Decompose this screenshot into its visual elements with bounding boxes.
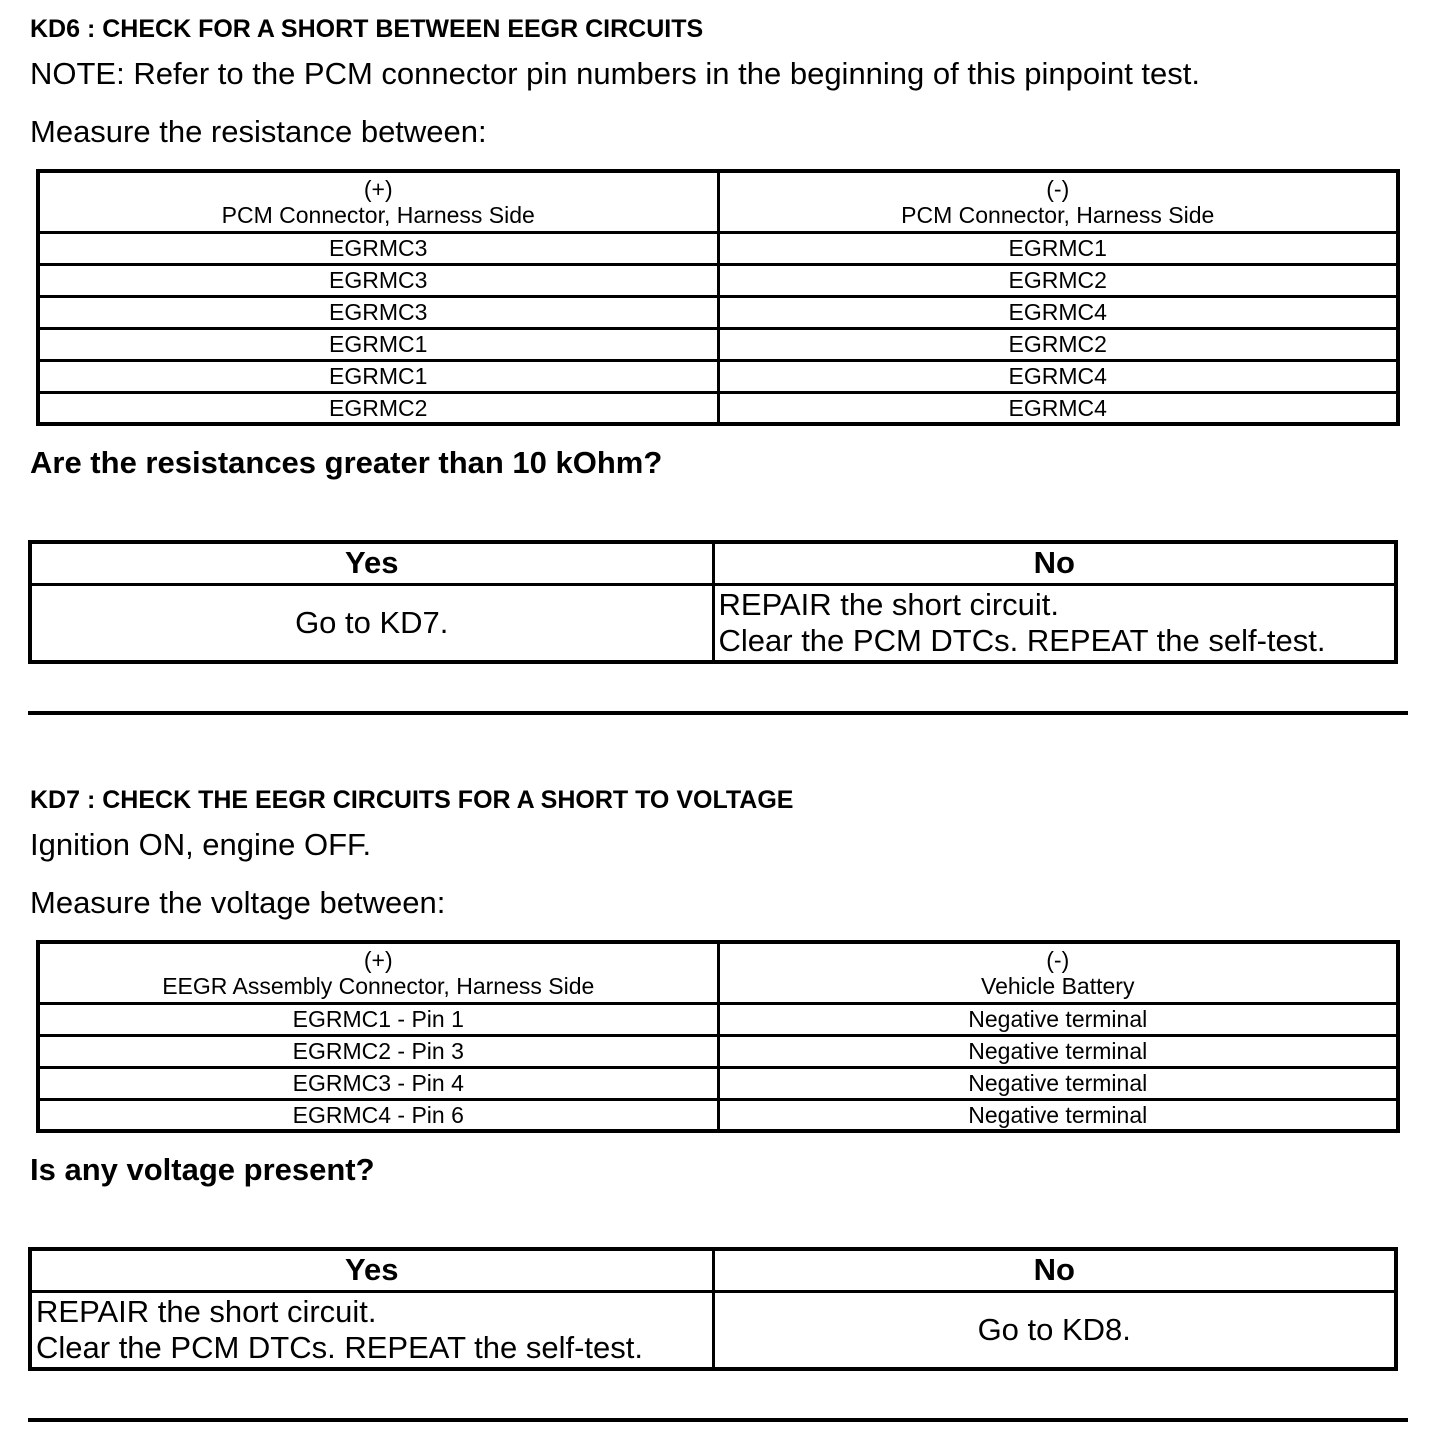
table-header-row bbox=[38, 171, 1398, 232]
yes-header: Yes bbox=[30, 1249, 713, 1291]
table-header-cell bbox=[38, 171, 718, 232]
section-divider bbox=[28, 711, 1408, 715]
table-row bbox=[38, 392, 1398, 424]
kd6-heading: KD6 : CHECK FOR A SHORT BETWEEN EEGR CIRCUITS bbox=[30, 15, 704, 43]
no-header: No bbox=[713, 542, 1396, 584]
col2-label: PCM Connector, Harness Side bbox=[901, 201, 1215, 228]
no-header: No bbox=[713, 1249, 1396, 1291]
no-text-line: Clear the PCM DTCs. REPEAT the self-test. bbox=[718, 622, 1326, 658]
kd7-instruction: Measure the voltage between: bbox=[30, 885, 446, 920]
col1-sign: (+) bbox=[363, 175, 393, 202]
table-cell: EGRMC4 bbox=[718, 360, 1398, 392]
kd6-question: Are the resistances greater than 10 kOhm? bbox=[30, 445, 663, 480]
table-cell: EGRMC3 - Pin 4 bbox=[38, 1067, 718, 1099]
kd7-heading: KD7 : CHECK THE EEGR CIRCUITS FOR A SHORT TO VOLTAGE bbox=[30, 786, 794, 814]
result-row bbox=[30, 1291, 1396, 1369]
table-row bbox=[38, 1067, 1398, 1099]
table-row bbox=[38, 360, 1398, 392]
table-cell: Negative terminal bbox=[718, 1035, 1398, 1067]
kd6-instruction: Measure the resistance between: bbox=[30, 114, 487, 149]
yes-cell bbox=[30, 1291, 713, 1369]
col1-sign: (+) bbox=[363, 946, 393, 973]
kd7-result-table bbox=[28, 1247, 1398, 1371]
table-row bbox=[38, 1003, 1398, 1035]
table-cell: EGRMC2 bbox=[718, 328, 1398, 360]
yes-text-line: Clear the PCM DTCs. REPEAT the self-test. bbox=[36, 1329, 643, 1365]
table-cell: EGRMC2 bbox=[38, 392, 718, 424]
section-divider bbox=[28, 1418, 1408, 1422]
result-header-row bbox=[30, 542, 1396, 584]
result-header-row bbox=[30, 1249, 1396, 1291]
yes-text-line: REPAIR the short circuit. bbox=[36, 1293, 377, 1329]
table-header-cell bbox=[718, 942, 1398, 1003]
table-cell: EGRMC2 bbox=[718, 264, 1398, 296]
col1-label: EEGR Assembly Connector, Harness Side bbox=[162, 972, 595, 999]
table-cell: EGRMC4 bbox=[718, 296, 1398, 328]
kd6-note: NOTE: Refer to the PCM connector pin numbers in the beginning of this pinpoint test. bbox=[30, 56, 1201, 91]
kd6-result-table bbox=[28, 540, 1398, 664]
table-header-row bbox=[38, 942, 1398, 1003]
col1-label: PCM Connector, Harness Side bbox=[221, 201, 535, 228]
table-cell: Negative terminal bbox=[718, 1003, 1398, 1035]
table-row bbox=[38, 232, 1398, 264]
result-row bbox=[30, 584, 1396, 662]
no-cell bbox=[713, 1291, 1396, 1369]
table-row bbox=[38, 328, 1398, 360]
table-cell: EGRMC2 - Pin 3 bbox=[38, 1035, 718, 1067]
yes-text-line: Go to KD7. bbox=[295, 604, 449, 640]
table-row bbox=[38, 264, 1398, 296]
yes-cell bbox=[30, 584, 713, 662]
table-cell: Negative terminal bbox=[718, 1099, 1398, 1131]
table-cell: EGRMC3 bbox=[38, 264, 718, 296]
table-cell: EGRMC4 bbox=[718, 392, 1398, 424]
kd7-step: Ignition ON, engine OFF. bbox=[30, 827, 372, 862]
table-header-cell bbox=[38, 942, 718, 1003]
col2-sign: (-) bbox=[1046, 175, 1070, 202]
table-row bbox=[38, 1035, 1398, 1067]
kd7-question: Is any voltage present? bbox=[30, 1152, 375, 1187]
yes-header: Yes bbox=[30, 542, 713, 584]
table-cell: EGRMC3 bbox=[38, 296, 718, 328]
table-cell: EGRMC3 bbox=[38, 232, 718, 264]
no-text-line: Go to KD8. bbox=[977, 1311, 1131, 1347]
col2-label: Vehicle Battery bbox=[981, 972, 1135, 999]
no-text-line: REPAIR the short circuit. bbox=[718, 586, 1060, 622]
table-row bbox=[38, 1099, 1398, 1131]
kd7-voltage-table bbox=[36, 940, 1400, 1133]
table-row bbox=[38, 296, 1398, 328]
table-cell: EGRMC1 bbox=[38, 328, 718, 360]
table-header-cell bbox=[718, 171, 1398, 232]
table-cell: EGRMC1 - Pin 1 bbox=[38, 1003, 718, 1035]
no-cell bbox=[713, 584, 1396, 662]
table-cell: EGRMC4 - Pin 6 bbox=[38, 1099, 718, 1131]
kd6-resistance-table bbox=[36, 169, 1400, 426]
table-cell: EGRMC1 bbox=[718, 232, 1398, 264]
table-cell: Negative terminal bbox=[718, 1067, 1398, 1099]
table-cell: EGRMC1 bbox=[38, 360, 718, 392]
col2-sign: (-) bbox=[1046, 946, 1070, 973]
